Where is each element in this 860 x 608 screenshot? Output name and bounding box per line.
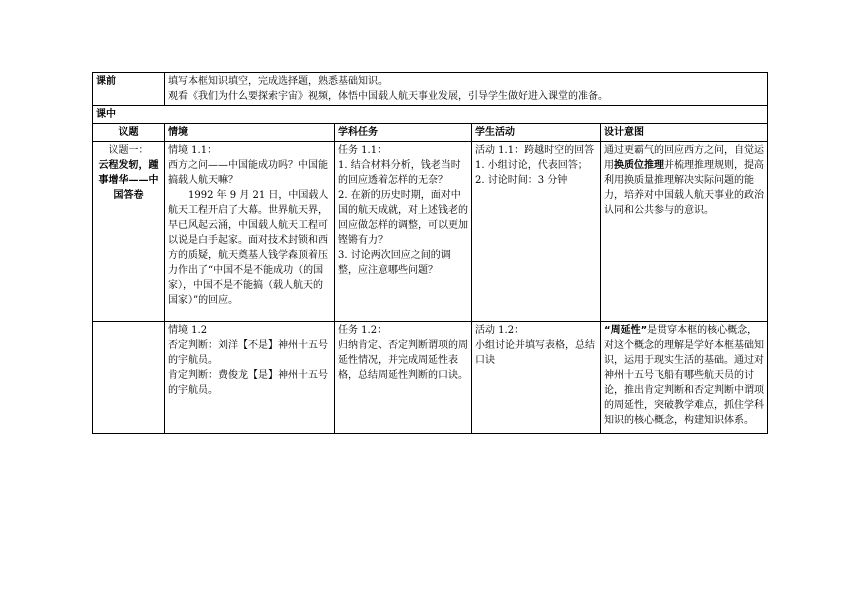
topic-cell-empty — [93, 322, 165, 434]
table-row — [93, 142, 768, 322]
header-task: 学科任务 — [335, 124, 472, 142]
activity-body: 小组讨论并填写表格，总结口诀 — [475, 340, 595, 366]
activity-item-1: 1. 小组讨论，代表回答； — [475, 160, 588, 171]
intent-highlight: “周延性” — [604, 325, 648, 336]
task-body: 归纳肯定、否定判断谓项的周延性情况，并完成周延性表格，总结周延性判断的口诀。 — [338, 340, 468, 381]
intent-cell — [601, 322, 768, 434]
activity-cell — [472, 322, 601, 434]
lesson-plan-table — [92, 72, 768, 434]
situation-title: 情境 1.2 — [168, 325, 208, 336]
in-class-row — [93, 106, 768, 124]
intent-text-a: 通过更霸气的回应西方之问，自觉运用 — [604, 145, 764, 171]
activity-title: 活动 1.1：跨越时空的回答 — [475, 145, 595, 156]
situation-question: 西方之问——中国能成功吗？中国能搞载人航天嘛？ — [168, 160, 328, 186]
task-cell — [335, 322, 472, 434]
table-row — [93, 322, 768, 434]
header-topic: 议题 — [93, 124, 165, 142]
header-situation: 情境 — [165, 124, 335, 142]
activity-title: 活动 1.2： — [475, 325, 525, 336]
intent-highlight: 换质位推理 — [614, 160, 664, 171]
intent-text-b: 并梳理推理规则，提高利用换质量推理解决实际问题的能力，培养对中国载人航天事业的政治认同和公共参与的意识。 — [604, 160, 764, 216]
task-title: 任务 1.2： — [338, 325, 388, 336]
situation-title: 情境 1.1： — [168, 145, 218, 156]
in-class-label: 课中 — [93, 106, 768, 124]
topic-cell — [93, 142, 165, 322]
topic-title: 云程发轫，踵事增华——中国答卷 — [98, 160, 159, 201]
situation-cell — [165, 322, 335, 434]
header-row — [93, 124, 768, 142]
pre-class-label: 课前 — [93, 73, 165, 106]
situation-body: 1992 年 9 月 21 日，中国载人航天工程开启了大幕。世界航天界，早已风起云涌，中国载人航天工程可以说是白手起家。面对技术封锁和西方的质疑，航天奠基人钱学森顶着压力作出了“中国不是不能成功（的国家），中国不是不能搞（载人航天的国家）”的回应。 — [168, 190, 329, 306]
intent-body: 是贯穿本框的核心概念，对这个概念的理解是学好本框基础知识，运用于现实生活的基础。通过对神州十五号飞船有哪些航天员的讨论，推出肯定判断和否定判断中谓项的周延性，突破教学难点，抓住学科知识的核心概念，构建知识体系。 — [604, 325, 764, 426]
task-item-3: 3. 讨论两次回应之间的调整，应注意哪些问题？ — [338, 250, 451, 276]
situation-cell — [165, 142, 335, 322]
pre-class-content — [165, 73, 768, 106]
pre-class-line-2: 观看《我们为什么要探索宇宙》视频，体悟中国载人航天事业发展，引导学生做好进入课堂的准备。 — [168, 91, 608, 102]
intent-cell — [601, 142, 768, 322]
header-activity: 学生活动 — [472, 124, 601, 142]
pre-class-line-1: 填写本框知识填空，完成选择题，熟悉基础知识。 — [168, 76, 388, 87]
task-item-2: 2. 在新的历史时期，面对中国的航天成就，对上述钱老的回应做怎样的调整，可以更加铿锵有力？ — [338, 190, 468, 246]
activity-cell — [472, 142, 601, 322]
task-cell — [335, 142, 472, 322]
pre-class-row — [93, 73, 768, 106]
situation-negative: 否定判断：刘洋【不是】神州十五号的宇航员。 — [168, 340, 328, 366]
task-item-1: 1. 结合材料分析，钱老当时的回应透着怎样的无奈？ — [338, 160, 461, 186]
activity-item-2: 2. 讨论时间：3 分钟 — [475, 175, 568, 186]
situation-positive: 肯定判断：费俊龙【是】神州十五号的宇航员。 — [168, 370, 328, 396]
topic-label: 议题一： — [108, 145, 149, 156]
header-intent: 设计意图 — [601, 124, 768, 142]
task-title: 任务 1.1： — [338, 145, 388, 156]
